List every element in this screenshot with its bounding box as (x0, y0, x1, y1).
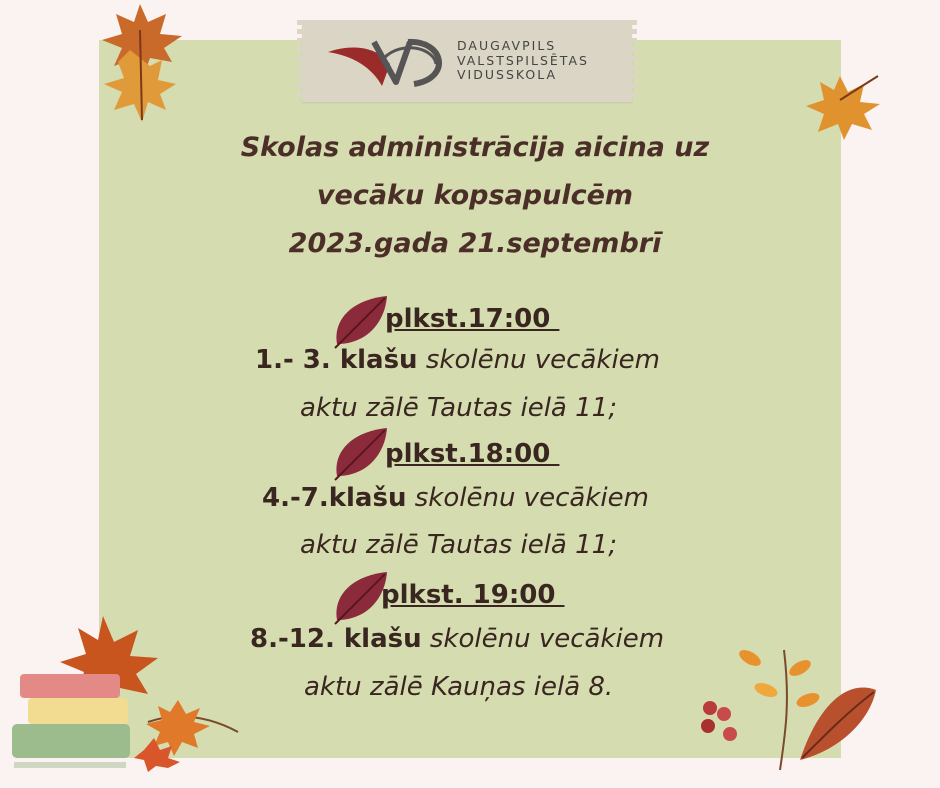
place-2: aktu zālē Tautas ielā 11; (300, 530, 617, 560)
classes-3: 8.-12. klašu (250, 624, 422, 654)
classes-line-2 (262, 483, 649, 513)
audience-2: skolēnu vecākiem (406, 483, 649, 513)
place-3: aktu zālē Kauņas ielā 8. (304, 672, 614, 702)
logo-line-2: VALSTSPILSĒTAS (457, 52, 589, 68)
classes-line-3 (250, 624, 664, 654)
logo-mark-icon (324, 34, 454, 90)
classes-1: 1.- 3. klašu (255, 345, 418, 375)
logo-line-1: DAUGAVPILS (457, 38, 557, 53)
berry-branch-icon (690, 640, 890, 780)
logo-tape (302, 20, 632, 102)
audience-1: skolēnu vecākiem (417, 345, 661, 375)
logo-text (457, 39, 589, 83)
logo-line-3: VIDUSSKOLA (457, 67, 558, 82)
audience-3: skolēnu vecākiem (421, 624, 665, 654)
maple-leaf-icon (90, 0, 190, 130)
leaf-bullet-icon (331, 424, 391, 482)
time-label-3: plkst. 19:00 (381, 580, 565, 610)
time-label-2: plkst.18:00 (385, 439, 560, 469)
page-title (130, 124, 820, 268)
classes-2: 4.-7.klašu (262, 483, 407, 513)
title-line-3: 2023.gada 21.septembrī (288, 228, 662, 259)
title-line-1: Skolas administrācija aicina uz (240, 132, 710, 163)
time-label-1: plkst.17:00 (385, 304, 560, 334)
leaf-bullet-icon (331, 292, 391, 350)
books-stack-icon (8, 612, 258, 777)
classes-line-1 (255, 345, 660, 375)
title-line-2: vecāku kopsapulcēm (316, 180, 634, 211)
maple-leaf-icon (800, 70, 885, 145)
place-1: aktu zālē Tautas ielā 11; (300, 393, 617, 423)
